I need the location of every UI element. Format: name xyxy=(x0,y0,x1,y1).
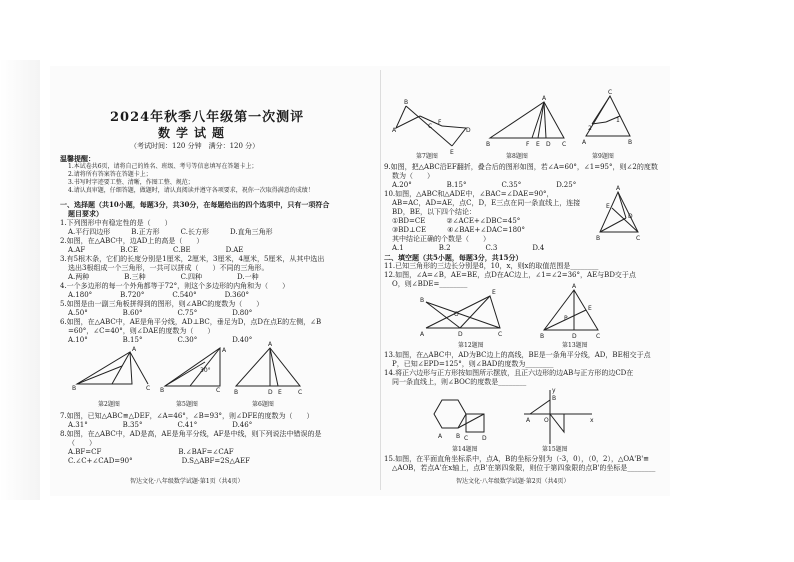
notice-line: 3.书写时字迹要工整、清晰，作图工整、规范； xyxy=(68,179,194,186)
figure-q2 xyxy=(72,344,152,396)
svg-text:O: O xyxy=(454,311,459,318)
svg-text:E: E xyxy=(588,305,592,312)
figure-caption: 第7题图 xyxy=(416,153,438,160)
question-line: ③BD⊥CE ④∠BAE+∠DAC=180° xyxy=(392,226,526,234)
svg-text:B: B xyxy=(628,139,633,146)
svg-text:C: C xyxy=(428,123,433,130)
figure-caption: 第15题图 xyxy=(542,446,568,453)
question-line: 5.如图是由一副三角板拼得到的图形，则∠ABC的度数为（ ） xyxy=(60,300,264,308)
figure-q14 xyxy=(432,394,492,442)
question-line: O，则∠BDE=________ xyxy=(392,280,468,288)
svg-text:D: D xyxy=(628,213,633,220)
question-line: 其中结论正确的个数是（ ） xyxy=(392,235,490,243)
svg-text:F: F xyxy=(526,141,530,148)
svg-text:A: A xyxy=(438,433,443,440)
svg-text:C: C xyxy=(298,389,303,396)
svg-text:y: y xyxy=(552,387,556,394)
svg-text:C: C xyxy=(608,89,613,96)
question-line: 8.如图，在△ABC中，AD是高，AE是角平分线，AF是中线，则下列说法中错误的是 xyxy=(60,430,322,438)
svg-text:A: A xyxy=(222,347,227,354)
question-line: 1.下列图形中有稳定性的是（ ） xyxy=(60,219,172,227)
svg-text:C: C xyxy=(636,235,641,242)
question-line: A.1 B.2 C.3 D.4 xyxy=(392,244,545,252)
svg-text:E: E xyxy=(278,389,282,396)
svg-text:B: B xyxy=(456,433,461,440)
question-line: 选出3根组成一个三角形，一共可以拼成（ ）不同的三角形。 xyxy=(68,264,269,272)
question-line: 7.如图，已知△ABC≌△DEF，∠A=46°，∠B=93°，则∠DFE的度数为（ ） xyxy=(60,412,314,420)
svg-text:P: P xyxy=(564,315,568,322)
figure-caption: 第12题图 xyxy=(458,342,484,349)
page-title: 2024年秋季八年级第一次测评 xyxy=(110,110,305,125)
question-line: 15.如图，在平面直角坐标系中，点A，B的坐标分别为（-3，0），（0，2），△OA'B'≌ xyxy=(384,455,650,463)
svg-text:A: A xyxy=(392,127,397,134)
figure-q10 xyxy=(596,185,642,242)
page-footer: 智达文化·八年级数学试题·第2页（共4页） xyxy=(456,478,570,485)
question-line: 13.如图，在△ABC中，AD为BC边上的高线，BE是一条角平分线，AD，BE相交于点 xyxy=(384,351,651,359)
figure-q12 xyxy=(420,288,510,340)
page-footer: 智达文化·八年级数学试题·第1页（共4页） xyxy=(130,478,244,485)
svg-text:E: E xyxy=(606,203,610,210)
question-line: =60°，∠C=40°，则∠DAE的度数为（ ） xyxy=(68,327,215,335)
question-line: 3.有5根木条，它们的长度分别是1厘米，2厘米，3厘米，4厘米，5厘米，从其中选出 xyxy=(60,255,325,263)
exam-meta: （考试时间：120 分钟 满分：120 分） xyxy=(130,142,260,150)
svg-text:C: C xyxy=(146,385,151,392)
svg-text:C: C xyxy=(464,435,469,442)
svg-text:D: D xyxy=(546,141,551,148)
svg-text:B: B xyxy=(540,333,545,340)
svg-text:E: E xyxy=(536,141,540,148)
svg-text:A: A xyxy=(132,346,137,353)
figure-q15 xyxy=(520,388,596,446)
svg-text:B: B xyxy=(420,297,425,304)
question-line: △AOB，若点A'在x轴上，点B'在第四象限，则位于第四象限的点B'的坐标是________ xyxy=(392,464,656,472)
question-line: （ ） xyxy=(68,439,96,447)
question-line: A.平行四边形 B.正方形 C.长方形 D.直角三角形 xyxy=(68,228,273,236)
svg-text:2: 2 xyxy=(588,125,592,132)
question-line: P，已知∠EPD=125°，则∠BAD的度数为________ xyxy=(392,360,554,368)
question-line: A.AF B.CE C.BE D.AE xyxy=(68,246,244,254)
svg-text:B: B xyxy=(596,235,601,242)
svg-text:E: E xyxy=(450,149,454,156)
question-line: A.180° B.720° C.540° D.360° xyxy=(68,291,250,299)
question-line: A.BF=CF B.∠BAF=∠CAF xyxy=(68,448,234,456)
figure-q13 xyxy=(540,283,602,340)
svg-text:1: 1 xyxy=(616,117,620,124)
svg-text:B: B xyxy=(72,385,77,392)
figure-caption: 第13题图 xyxy=(562,342,588,349)
question-line: AB=AC，AD=AE，点C，D，E三点在同一条直线上，连接 xyxy=(392,199,581,207)
notice-line: 2.请将所有答案答在答题卡上； xyxy=(68,171,152,178)
question-line: 2.如图，在△ABC中，边AD上的高是（ ） xyxy=(60,237,204,245)
question-line: 14.将正六边形与正方形按如图所示摆放，且正六边形的边AB与正方形的边CD在 xyxy=(384,369,634,377)
svg-text:A: A xyxy=(268,341,273,348)
question-line: 6.如图，在△ABC中，AE是角平分线，AD⊥BC，垂足为D，点D在点E的左侧，∠B xyxy=(60,318,322,326)
question-line: C.∠C+∠CAD=90° D.S△ABF=2S△AEF xyxy=(68,457,250,465)
figure-q8 xyxy=(486,95,568,150)
svg-text:A: A xyxy=(616,185,621,192)
column-divider xyxy=(380,70,381,490)
section1-heading2: 题目要求） xyxy=(68,209,103,218)
figure-caption: 第5题图 xyxy=(176,401,198,408)
svg-text:B: B xyxy=(234,389,239,396)
figure-caption: 第6题图 xyxy=(252,401,274,408)
svg-text:C: C xyxy=(596,333,601,340)
question-line: 11.已知三角形的三边长分别是8，10，x，则x的取值范围是________ xyxy=(384,262,599,270)
svg-text:C: C xyxy=(498,331,503,338)
svg-text:C: C xyxy=(562,141,567,148)
question-line: A.20° B.15° C.35° D.25° xyxy=(392,181,577,189)
svg-text:F: F xyxy=(438,119,442,126)
svg-text:E: E xyxy=(492,289,496,296)
figure-caption: 第2题图 xyxy=(98,401,120,408)
question-line: A.10° B.15° C.30° D.40° xyxy=(68,336,253,344)
svg-text:A: A xyxy=(572,283,577,290)
question-line: BD，BE，以下四个结论： xyxy=(392,208,477,216)
question-line: 9.如图，把△ABC沿EF翻折，叠合后的图形如图，若∠A=60°，∠1=95°，则∠2的度数 xyxy=(384,163,658,171)
svg-text:D: D xyxy=(466,127,471,134)
svg-text:C: C xyxy=(216,387,221,394)
question-line: 12.如图，∠A=∠B，AE=BE，点D在AC边上，∠1=∠2=36°，AE与BD交于点 xyxy=(384,271,636,279)
question-line: A.31° B.35° C.41° D.46° xyxy=(68,421,253,429)
figure-q6 xyxy=(234,342,304,398)
question-line: A.50° B.60° C.75° D.80° xyxy=(68,309,253,317)
section1-heading: 一、选择题（共10小题，每题3分，共30分，在每题给出的四个选项中，只有一项符合 xyxy=(60,200,330,209)
figure-q7 xyxy=(392,98,474,156)
figure-q9 xyxy=(580,89,636,150)
svg-text:D: D xyxy=(458,331,463,338)
svg-text:A: A xyxy=(542,95,547,102)
figure-q5 xyxy=(160,342,230,398)
page-subtitle: 数学试题 xyxy=(158,126,231,140)
svg-text:B: B xyxy=(160,387,165,394)
svg-text:B: B xyxy=(404,99,409,106)
svg-text:B: B xyxy=(552,395,557,402)
figure-caption: 第14题图 xyxy=(452,446,478,453)
svg-text:D: D xyxy=(572,333,577,340)
svg-text:30°: 30° xyxy=(200,367,211,374)
svg-text:D: D xyxy=(268,389,273,396)
question-line: 10.如图，△ABC和△ADE中，∠BAC=∠DAE=90°， xyxy=(384,190,554,198)
svg-text:A: A xyxy=(582,139,587,146)
section2-heading: 二、填空题（共5小题，每题3分，共15分） xyxy=(384,253,523,262)
question-line: 4.一个多边形的每一个外角都等于72°，则这个多边形的内角和为（ ） xyxy=(60,282,290,290)
question-line: 数为（ ） xyxy=(392,172,434,180)
svg-text:x: x xyxy=(590,417,594,424)
notice-line: 1.本试卷共6页，请将自己的姓名、班级、考号等信息填写在答题卡上； xyxy=(68,163,258,170)
notice-line: 4.请认真审题，仔细答题，做题时，请认真阅读并遵守各项要求，祝你一次取得满意的成绩！ xyxy=(68,187,314,194)
svg-text:A: A xyxy=(420,331,425,338)
figure-caption: 第9题图 xyxy=(592,153,614,160)
question-line: ①BD=CE ②∠ACE+∠DBC=45° xyxy=(392,217,521,225)
figure-caption: 第8题图 xyxy=(506,153,528,160)
svg-text:D: D xyxy=(482,435,487,442)
left-margin-shadow xyxy=(0,60,40,500)
svg-text:O: O xyxy=(544,417,549,424)
notice-heading: 温馨提醒： xyxy=(60,154,95,163)
question-line: A.两种 B.三种 C.四种 D.一种 xyxy=(68,273,259,281)
svg-text:A: A xyxy=(526,417,531,424)
svg-text:B: B xyxy=(486,141,491,148)
question-line: 同一条直线上，则∠BOC的度数是________ xyxy=(392,378,527,386)
